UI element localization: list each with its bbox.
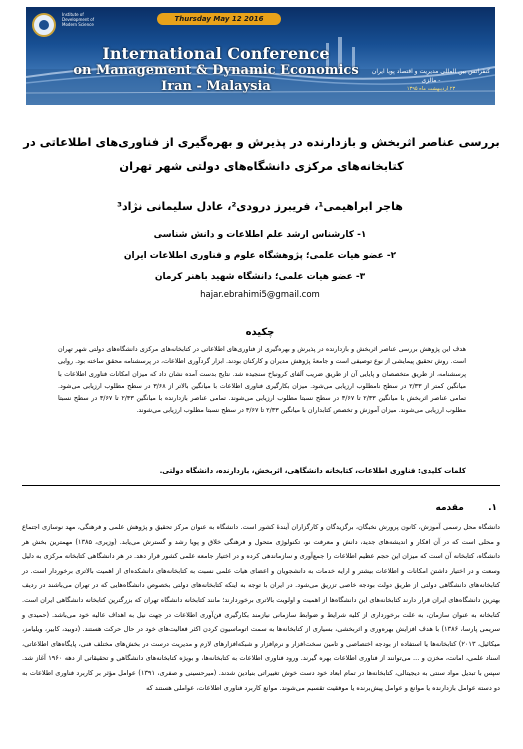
section-divider [22,485,500,486]
paper-title-line1: بررسی عناصر اثربخش و بازدارنده در پذیرش و بهره‌گیری از فناوری‌های اطلاعاتی در [23,135,500,149]
paper-title-line2: کتابخانه‌های مرکزی دانشگاه‌های دولتی شهر تهران [119,159,404,173]
keywords: کلمات کلیدی: فناوری اطلاعات، کتابخانه دانشگاهی، اثربخش، بازدارنده، دانشگاه دولتی. [159,466,466,475]
introduction-body: دانشگاه محل رسمی آموزش، کانون پرورش نخبگان، برگزیدگان و کارگزاران آیندهٔ کشور است. دانشگاه به عنوان مرکز تحقیق و پژوهش علمی و فرهنگی، مهد نوسازی اجتماع و محلی است که در آن افکار و اندیشه‌های جدید، دانش و معرفت نو، تکنولوژی متحول و فرهنگی خلاق و پویا رشد و گسترش می‌یابد. (وزیری، ۱۳۸۵) مهمترین بخش هر دانشگاه، کتابخانه آن است که میزان این حجم عظیم اطلاعات را جمع‌آوری و سازماندهی کرده و در اختیار جامعه علمی کشور قرار دهد. در هر دانشگاهی کتابخانه مرکزی به دلیل وسعت و در اختیار داشتن امکانات و اطلاعات بیشتر و ارایه خدمات به دانشجویان و اعضای هیات علمی نسبت به کتابخانه‌های دانشکده‌ای از اهمیت بالاتری برخوردار است. در کتابخانه‌های دانشگاهی دولتی از طریق دولت بودجه خاصی تزریق می‌شود. در ایران با توجه به اینکه کتابخانه‌های دولتی بخصوص دانشگاه‌هایی که در تهران می‌باشند در ردیف بهترین دانشگاه‌های ایران قرار دارند کتابخانه‌های این دانشگاه‌ها از اهمیت و اولویت بالاتری برخوردارند؛ مانند کتابخانه دانشگاه تهران که بزرگترین کتابخانه دانشگاهی ایران است. کتابخانه به عنوان سازمان، به علت برخورداری از کلیه شرایط و ضوابط سازمانی نیازمند بکارگیری فن‌آوری اطلاعات در جهت نیل به اهداف عالیه خود می‌باشد. (حمیدی و سریمی پارسا، ۱۳۸۶) با هدف افزایش بهره‌وری و اثربخشی، بسیاری از کتابخانه‌ها به سمت اتوماسیون کردن اکثر فعالیت‌های خود در حال حرکت هستند. (دوبید، کابیر، ویلیامز، میکائیل، ۲۰۱۳) کتابخانه‌ها یا استفاده از بودجه اختصاصی و تامین سخت‌افزار و نرم‌افزار و شبکه‌افزارهای لازم و مدیریت درست در بخش‌های مختلف فنی، پایگاه‌های اطلاعاتی، اسناد علمی، امانت، مخزن و ... می‌توانند از فناوری اطلاعات بهره گیرند. ورود فناوری اطلاعات به کتابخانه‌ها، و بویژه کتابخانه‌های دانشگاهی و تحقیقاتی از دهه ۱۹۶۰ آغاز شد. سپس با تبدیل مواد سنتی به دیجیتالی، کتابخانه‌ها در تمام ابعاد خود دست خوش تغییراتی بنیادین شدند. (میرحسینی و صفری، ۱۳۹۱) عوامل مؤثر بر کاربرد فناوری اطلاعات به دو دسته عوامل بازدارنده یا موانع و عوامل پیش‌برنده یا موفقیت تقسیم می‌شوند. موانع کاربرد فناوری اطلاعات، عواملی هستند که [22,523,501,692]
paper-title [20,130,503,178]
affiliation-3: ۳- عضو هیات علمی؛ دانشگاه شهید باهنر کرمان [154,272,366,282]
conference-banner [26,7,495,105]
conference-title-line2: on Management & Dynamic Economics [73,63,359,78]
section-number: ۱. [488,503,497,513]
author-email: hajar.ebrahimi5@gmail.com [200,290,320,300]
persian-date: ۲۳ اردیبهشت ماه ۱۳۹۵ [406,86,456,92]
persian-title: کنفرانس بین المللی مدیریت و اقتصاد پویا ایران - مالزی [371,68,491,84]
conference-title [66,45,366,95]
section-title: مقدمه [435,503,464,513]
affiliation-2: ۲- عضو هیات علمی؛ پژوهشگاه علوم و فناوری اطلاعات ایران [123,251,397,261]
conference-title-line1: International Conference [102,44,330,63]
conference-date: Thursday May 12 2016 [157,13,281,25]
abstract-body: هدف این پژوهش بررسی عناصر اثربخش و بازدارنده در پذیرش و بهره‌گیری از فناوری‌های اطلاعاتی در کتابخانه‌های مرکزی دانشگاه‌های دولتی شهر تهران است. روش تحقیق پیمایشی از نوع توصیفی است و جامعهٔ پژوهش مدیران و کارکنان بودند. ابزار گردآوری اطلاعات، در پرسشنامه محقق ساخته بود. روایی پرسشنامه، از طریق متخصصان و پایایی آن از طریق ضریب آلفای کرونباخ سنجیده شد. نتایج بدست آمده نشان داد که میزان امکانات فناوری اطلاعات با میانگین کمتر از ۲/۳۳ در سطح نامطلوب ارزیابی می‌شود. میزان بکارگیری فناوری اطلاعات با میانگین بالاتر از ۳/۶۸ در سطح مطلوب ارزیابی می‌شود. تمامی عناصر اثربخش با میانگین ۲/۳۳ تا ۳/۶۷ در سطح نسبتا مطلوب ارزیابی می‌شوند. تمامی عناصر بازدارنده با میانگین ۲/۳۳ تا ۳/۶۷ در سطح نسبتا مطلوب ارزیابی می‌شوند. میزان آموزش و تخصص کتابداران با میانگین ۲/۳۳ تا ۳/۶۷ در سطح نسبتا مطلوب ارزیابی می‌شوند. [58,345,466,415]
affiliation-1: ۱- کارشناس ارشد علم اطلاعات و دانش شناسی [153,230,367,240]
logo-caption: Institute of Development of Modern Science [62,12,95,27]
author-list: هاجر ابراهیمی¹، فریبرز درودی²، عادل سلیمانی نژاد³ [117,200,403,213]
abstract-heading: چکیده [245,327,275,338]
conference-title-line3: Iran - Malaysia [161,79,271,94]
conference-title-persian [370,67,492,93]
section-heading [436,503,497,513]
